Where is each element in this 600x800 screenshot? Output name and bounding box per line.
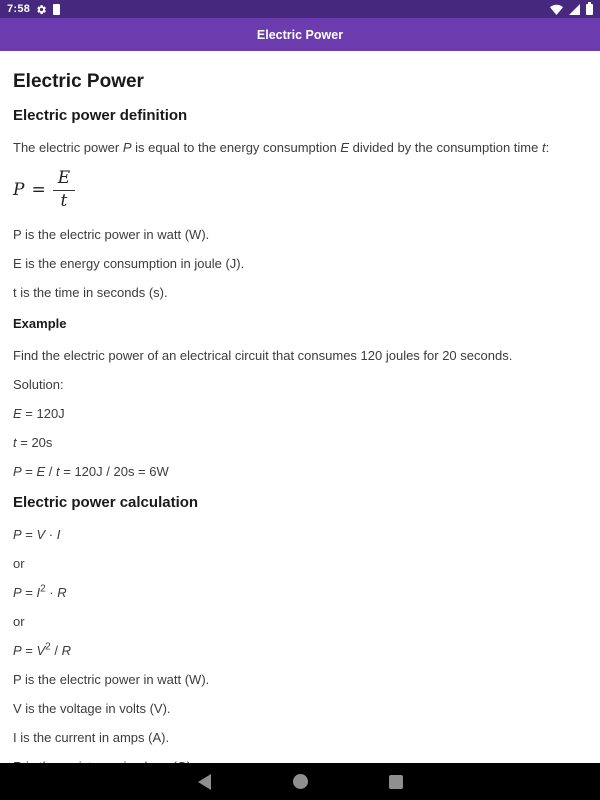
formula-denominator: t: [60, 190, 68, 211]
solution-step: E = 120J: [13, 406, 65, 422]
or-label: or: [13, 556, 25, 572]
back-icon: [198, 774, 211, 790]
content-area: [0, 51, 600, 800]
note-line: P is the electric power in watt (W).: [13, 672, 210, 688]
home-icon: [293, 774, 308, 789]
note-line: V is the voltage in volts (V).: [13, 701, 171, 717]
recents-button[interactable]: [379, 765, 413, 799]
cellular-signal-icon: [569, 4, 580, 15]
status-bar: [0, 0, 600, 18]
power-formula: [13, 169, 587, 211]
example-heading: Example: [13, 316, 67, 332]
file-icon: [53, 4, 60, 15]
definition-intro: The electric power P is equal to the energy consumption E divided by the consumption time t:: [13, 140, 550, 155]
calculation-heading: Electric power calculation: [13, 494, 199, 512]
back-button[interactable]: [187, 765, 221, 799]
status-bar-right: [550, 3, 593, 15]
formula-equals: =: [31, 180, 46, 201]
formula-numerator: E: [53, 169, 75, 191]
page-title: Electric Power: [13, 71, 144, 92]
solution-step: t = 20s: [13, 435, 53, 451]
home-button[interactable]: [283, 765, 317, 799]
note-line: P is the electric power in watt (W).: [13, 227, 210, 243]
or-label: or: [13, 614, 25, 630]
status-clock: 7:58: [7, 3, 31, 15]
battery-icon: [586, 4, 593, 15]
app-bar-title: Electric Power: [256, 27, 344, 42]
equation: P = V · I: [13, 527, 61, 543]
navigation-bar: [0, 763, 600, 800]
app-bar: [0, 18, 600, 51]
equation: $P = I^2 \cdot R$: [13, 583, 67, 601]
wifi-icon: [550, 4, 563, 15]
recents-icon: [389, 775, 403, 789]
settings-gear-icon: [36, 4, 47, 15]
note-line: E is the energy consumption in joule (J).: [13, 256, 245, 272]
example-paragraph: Find the electric power of an electrical circuit that consumes 120 joules for 20 seconds.: [13, 348, 513, 364]
solution-label: Solution:: [13, 377, 64, 393]
formula-lhs: P: [13, 180, 25, 201]
definition-heading: Electric power definition: [13, 107, 188, 124]
status-bar-left: [7, 3, 60, 15]
solution-step: P = E / t = 120J / 20s = 6W: [13, 464, 169, 480]
note-line: I is the current in amps (A).: [13, 730, 170, 746]
formula-fraction: [53, 169, 75, 211]
equation: $P = V^2 / R$: [13, 641, 71, 659]
note-line: t is the time in seconds (s).: [13, 285, 168, 301]
